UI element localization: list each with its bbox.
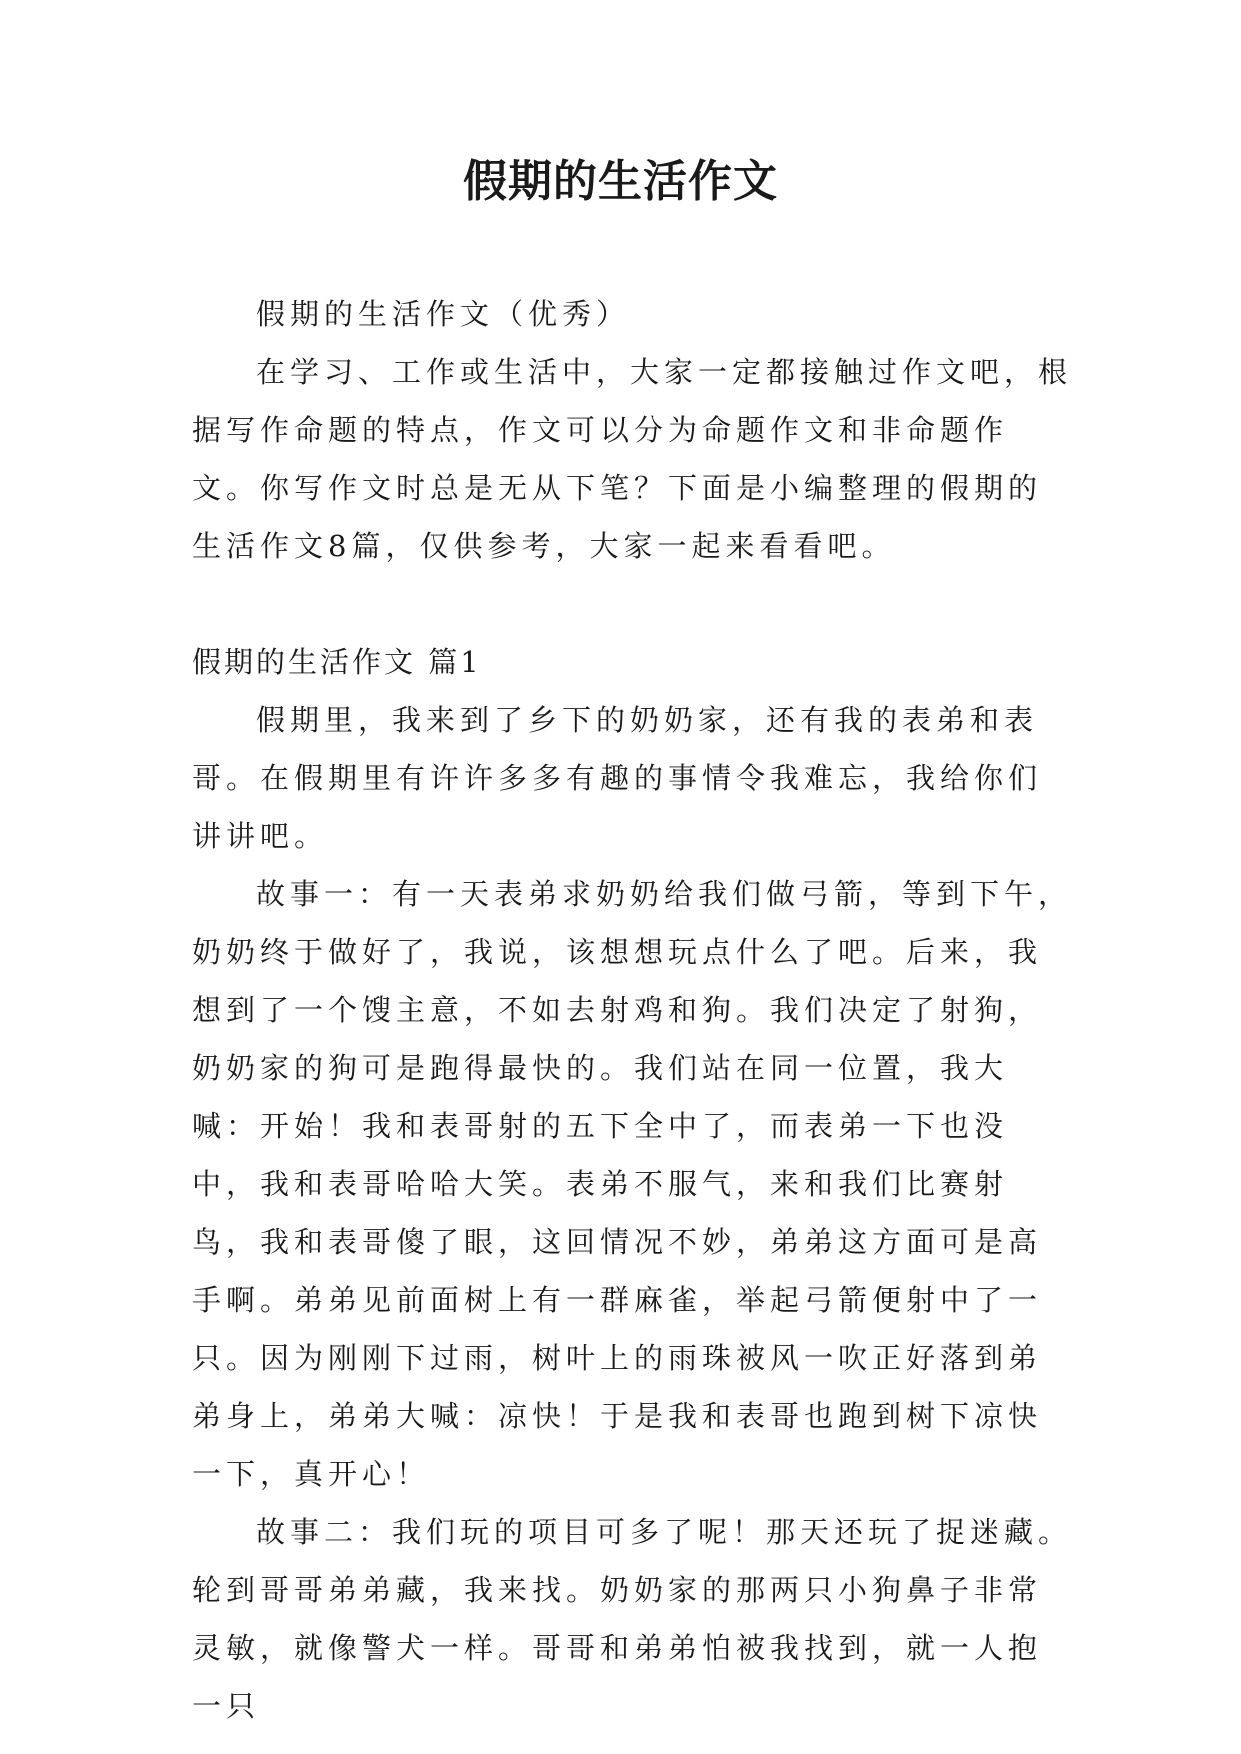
story-paragraph-3: 故事二：我们玩的项目可多了呢！那天还玩了捉迷藏。轮到哥哥弟弟藏，我来找。奶奶家的那两只小狗鼻子非常灵敏，就像警犬一样。哥哥和弟弟怕被我找到，就一人抱一只 — [192, 1515, 1073, 1723]
story-paragraph-1: 假期里，我来到了乡下的奶奶家，还有我的表弟和表哥。在假期里有许许多多有趣的事情令我难忘，我给你们讲讲吧。 — [192, 703, 1043, 853]
story-paragraph-2: 故事一：有一天表弟求奶奶给我们做弓箭，等到下午，奶奶终于做好了，我说，该想想玩点什么了吧。后来，我想到了一个馊主意，不如去射鸡和狗。我们决定了射狗，奶奶家的狗可是跑得最快的。我们站在同一位置，我大喊：开始！我和表哥射的五下全中了，而表弟一下也没中，我和表哥哈哈大笑。表弟不服气，来和我们比赛射鸟，我和表哥傻了眼，这回情况不妙，弟弟这方面可是高手啊。弟弟见前面树上有一群麻雀，举起弓箭便射中了一只。因为刚刚下过雨，树叶上的雨珠被风一吹正好落到弟弟身上，弟弟大喊：凉快！于是我和表哥也跑到树下凉快一下，真开心！ — [192, 877, 1073, 1491]
document-title: 假期的生活作文 — [463, 156, 778, 207]
document-subtitle: 假期的生活作文（优秀） — [256, 297, 631, 331]
document-body — [192, 285, 1072, 1735]
section-heading: 假期的生活作文 篇1 — [192, 645, 482, 679]
intro-paragraph: 在学习、工作或生活中，大家一定都接触过作文吧，根据写作命题的特点，作文可以分为命题作文和非命题作文。你写作文时总是无从下笔？下面是小编整理的假期的生活作文8篇，仅供参考，大家一起来看看吧。 — [192, 355, 1073, 563]
